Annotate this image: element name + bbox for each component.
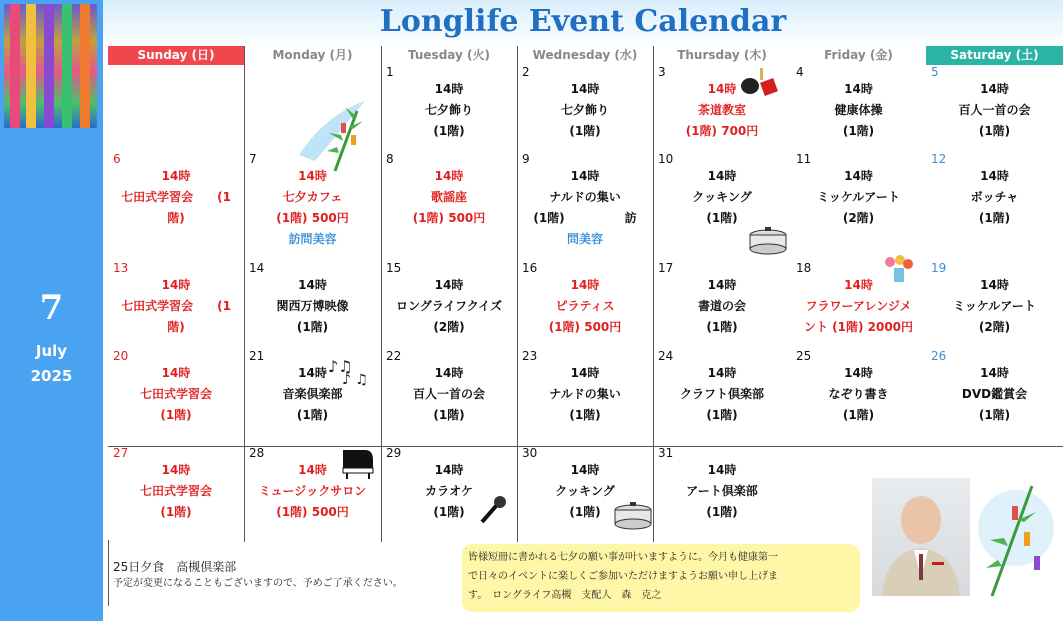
event-line: 14時 — [844, 366, 873, 380]
event-line: 書道の会 — [697, 299, 746, 313]
sidebar-month-number: 7 — [39, 288, 64, 328]
event-line: 14時 — [980, 82, 1009, 96]
page-title: Longlife Event Calendar — [379, 4, 787, 39]
grid-column-line — [108, 540, 109, 606]
event-line: クラフト倶楽部 — [679, 387, 764, 401]
day-number: 29 — [386, 446, 402, 460]
event-details — [517, 275, 653, 338]
event-line: (1階) 500円 — [276, 505, 349, 519]
event-details — [926, 166, 1063, 229]
event-details — [244, 166, 381, 250]
day-number: 31 — [658, 446, 674, 460]
event-line: (1階) — [296, 408, 329, 422]
event-details — [381, 79, 517, 142]
day-number: 27 — [113, 446, 129, 460]
event-details — [108, 363, 244, 426]
day-number: 11 — [796, 152, 812, 166]
event-line: (1階) — [160, 408, 192, 422]
event-line: 14時 — [161, 366, 191, 380]
day-number: 21 — [249, 349, 265, 363]
day-number: 14 — [249, 261, 265, 275]
grid-row-line — [653, 446, 1063, 447]
event-line: (1階) — [433, 408, 465, 422]
event-line: (1階) — [706, 320, 738, 334]
event-line: 14時 — [161, 169, 191, 183]
day-number: 2 — [522, 65, 530, 79]
event-line: (1階) — [160, 505, 192, 519]
day-number: 22 — [386, 349, 402, 363]
weekday-1: Monday (月) — [272, 48, 353, 62]
svg-text:♪♫: ♪♫ — [328, 357, 353, 376]
event-details — [926, 79, 1063, 142]
event-line: 14時 — [707, 82, 737, 96]
event-line: 14時 — [980, 366, 1009, 380]
event-details — [517, 166, 653, 250]
event-line: 七夕飾り — [424, 103, 473, 117]
day-number: 24 — [658, 349, 674, 363]
grand-piano-icon — [341, 446, 375, 480]
event-details — [791, 166, 926, 229]
day-number: 16 — [522, 261, 538, 275]
event-line: (1階) 700円 — [685, 124, 759, 138]
event-line: (1階) — [569, 124, 601, 138]
microphone-icon — [478, 494, 508, 526]
day-number: 30 — [522, 446, 538, 460]
event-line: 14時 — [570, 169, 600, 183]
event-line: (1階) — [706, 505, 738, 519]
event-line: 14時 — [570, 278, 600, 292]
day-number: 7 — [249, 152, 257, 166]
event-details — [653, 363, 791, 426]
event-line: (2階) — [842, 211, 875, 225]
event-line: 関西万博映像 — [276, 299, 349, 313]
event-line: 階) — [167, 211, 185, 225]
tea-ceremony-icon — [738, 68, 780, 102]
event-line: アート倶楽部 — [686, 484, 758, 498]
event-line: 14時 — [161, 463, 191, 477]
event-line: 14時 — [570, 366, 600, 380]
event-line: 七田式学習会 (1 — [121, 299, 231, 313]
event-line: 百人一首の会 — [412, 387, 485, 401]
event-line: フラワーアレンジメ — [805, 299, 912, 313]
event-details — [653, 275, 791, 338]
event-line: 14時 — [707, 366, 737, 380]
event-details — [108, 460, 244, 523]
event-line: 14時 — [298, 366, 327, 380]
day-number: 1 — [386, 65, 394, 79]
day-number: 25 — [796, 349, 812, 363]
event-line: 14時 — [844, 278, 873, 292]
event-line: 14時 — [434, 463, 464, 477]
event-line: ロングライフクイズ — [396, 299, 502, 313]
tanabata-corner-decoration — [972, 476, 1060, 600]
event-line: 音楽倶楽部 — [282, 387, 343, 401]
message-line: で日々のイベントに楽しくご参加いただけますようお願い申し上げま — [468, 571, 778, 582]
event-line: カラオケ — [425, 484, 473, 498]
event-line: (1階) — [433, 505, 465, 519]
event-line: ント (1階) 2000円 — [803, 320, 914, 334]
event-details — [517, 363, 653, 426]
day-number: 13 — [113, 261, 129, 275]
event-line: (1階) 500円 — [412, 211, 486, 225]
event-line: (1階) — [842, 408, 875, 422]
event-line: (1階) — [569, 505, 601, 519]
day-number: 10 — [658, 152, 674, 166]
event-line: (1階) — [978, 211, 1011, 225]
day-number: 9 — [522, 152, 530, 166]
day-number: 26 — [931, 349, 947, 363]
event-line: 歌謡座 — [430, 190, 467, 204]
tanabata-bamboo-illustration — [295, 95, 387, 173]
sidebar-month-name: July — [35, 342, 68, 360]
event-line: (1階) — [706, 211, 738, 225]
event-line: クッキング — [692, 190, 752, 204]
event-line: (2階) — [978, 320, 1011, 334]
day-number: 28 — [249, 446, 265, 460]
event-line: (1階) 訪 — [533, 211, 637, 225]
weekday-6: Saturday (土) — [926, 46, 1063, 65]
day-number: 12 — [931, 152, 947, 166]
event-line: 14時 — [980, 278, 1009, 292]
day-number: 19 — [931, 261, 947, 275]
event-line: ミッケルアート — [817, 190, 900, 204]
event-line: 百人一首の会 — [958, 103, 1031, 117]
svg-text:♪ ♫: ♪ ♫ — [342, 372, 368, 386]
event-line: (1階) — [842, 124, 875, 138]
event-line: (1階) — [706, 408, 738, 422]
event-line: (1階) 500円 — [276, 211, 349, 225]
event-line: (2階) — [433, 320, 465, 334]
weekday-5: Friday (金) — [824, 48, 893, 62]
event-details — [653, 166, 791, 229]
day-number: 15 — [386, 261, 402, 275]
event-line: 14時 — [434, 278, 464, 292]
event-details — [791, 363, 926, 426]
day-number: 17 — [658, 261, 674, 275]
day-number: 20 — [113, 349, 129, 363]
event-line: 14時 — [570, 82, 600, 96]
event-line: ミュージックサロン — [258, 484, 367, 498]
event-line: ボッチャ — [970, 190, 1019, 204]
event-details — [791, 275, 926, 338]
event-details — [653, 460, 791, 523]
event-line: 七田式学習会 — [139, 387, 212, 401]
cooking-pot-icon-2 — [610, 500, 656, 530]
message-line: 皆様短冊に書かれる七夕の願い事が叶いますように。今月も健康第一 — [468, 552, 778, 563]
event-line: 14時 — [844, 82, 873, 96]
footer-disclaimer: 予定が変更になることもございますので、予めご了承ください。 — [113, 578, 403, 589]
event-line: 七夕カフェ — [282, 190, 343, 204]
event-line: 14時 — [298, 463, 327, 477]
event-details — [108, 275, 244, 338]
event-line: 七田式学習会 (1 — [121, 190, 231, 204]
event-line: 健康体操 — [834, 103, 883, 117]
day-number: 18 — [796, 261, 812, 275]
event-details — [108, 166, 244, 229]
event-line: (1階) — [569, 408, 601, 422]
event-line: 七田式学習会 — [139, 484, 212, 498]
sidebar-year: 2025 — [30, 367, 73, 385]
event-line: 14時 — [161, 278, 191, 292]
event-line: ミッケルアート — [953, 299, 1036, 313]
cooking-pot-icon — [745, 225, 791, 255]
event-line: 14時 — [844, 169, 873, 183]
flower-bouquet-icon — [880, 254, 918, 284]
day-number: 5 — [931, 65, 939, 79]
event-details — [791, 79, 926, 142]
event-details — [926, 275, 1063, 338]
day-number: 3 — [658, 65, 666, 79]
event-line: 14時 — [707, 278, 737, 292]
event-line: (1階) — [433, 124, 465, 138]
message-line: す。 ロングライフ高槻 支配人 森 克之 — [468, 590, 662, 601]
manager-message-bubble — [462, 544, 860, 612]
day-number: 23 — [522, 349, 538, 363]
event-line: なぞり書き — [828, 387, 889, 401]
event-details — [381, 275, 517, 338]
event-line: ピラティス — [555, 299, 615, 313]
event-line: 14時 — [434, 169, 464, 183]
footer-note: 25日夕食 高槻倶楽部 — [113, 560, 237, 574]
event-details — [381, 166, 517, 229]
weekday-4: Thursday (木) — [677, 48, 767, 62]
tanabata-decoration-image — [4, 4, 97, 128]
event-line: 14時 — [298, 278, 327, 292]
event-line: (1階) 500円 — [548, 320, 622, 334]
event-details — [517, 79, 653, 142]
visiting-beauty-note: 訪問美容 — [288, 232, 337, 246]
visiting-beauty-note: 問美容 — [566, 232, 603, 246]
manager-photo — [872, 478, 970, 596]
music-notes-icon — [328, 354, 378, 386]
event-line: DVD鑑賞会 — [961, 387, 1028, 401]
event-line: 14時 — [298, 169, 327, 183]
event-line: ナルドの集い — [549, 190, 621, 204]
event-line: 階) — [167, 320, 185, 334]
event-line: 14時 — [434, 82, 464, 96]
grid-row-line — [108, 446, 653, 447]
event-line: (1階) — [296, 320, 329, 334]
event-line: 七夕飾り — [560, 103, 609, 117]
event-details — [381, 363, 517, 426]
event-line: 14時 — [980, 169, 1009, 183]
event-details — [244, 275, 381, 338]
event-line: 14時 — [707, 463, 737, 477]
event-line: クッキング — [555, 484, 615, 498]
weekday-3: Wednesday (水) — [532, 48, 638, 62]
weekday-header-row — [108, 46, 1063, 65]
sidebar — [0, 0, 103, 621]
weekday-2: Tuesday (火) — [408, 48, 490, 62]
event-details — [926, 363, 1063, 426]
event-line: 14時 — [707, 169, 737, 183]
event-line: 茶道教室 — [697, 103, 746, 117]
day-number: 4 — [796, 65, 804, 79]
event-line: 14時 — [570, 463, 600, 477]
weekday-0: Sunday (日) — [108, 46, 244, 65]
day-number: 6 — [113, 152, 121, 166]
event-line: ナルドの集い — [549, 387, 621, 401]
day-number: 8 — [386, 152, 394, 166]
event-line: (1階) — [978, 124, 1011, 138]
event-line: 14時 — [434, 366, 464, 380]
event-line: (1階) — [978, 408, 1011, 422]
